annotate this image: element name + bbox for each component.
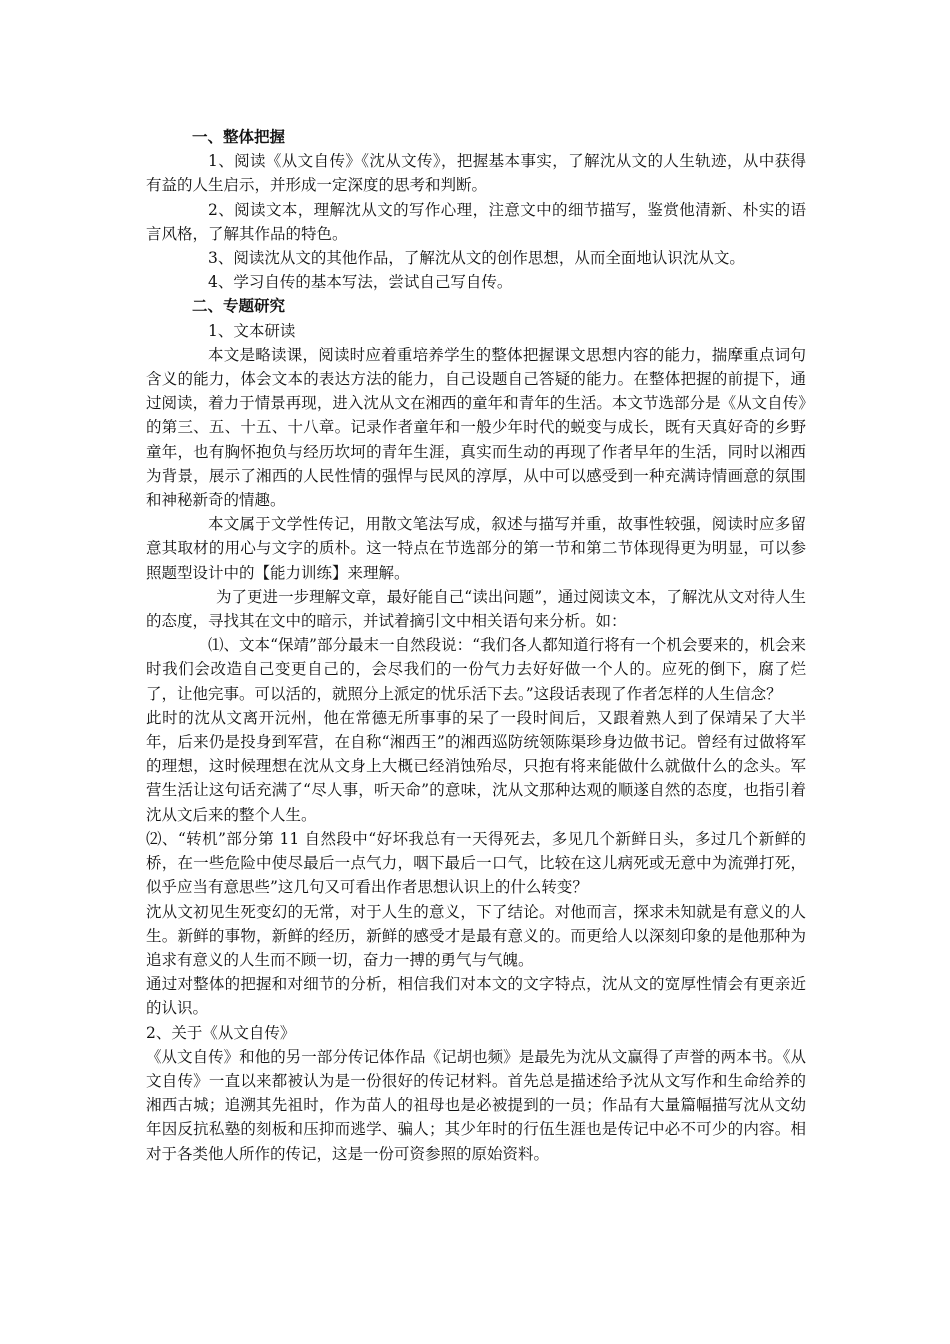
paragraph-goal-1: 1、阅读《从文自传》《沈从文传》，把握基本事实，了解沈从文的人生轨迹，从中获得有益的人生启示，并形成一定深度的思考和判断。 — [146, 152, 806, 195]
question-1: ⑴、文本“保靖”部分最末一自然段说：“我们各人都知道行将有一个机会要来的，机会来时我们会改造自己变更自己的，会尽我们的一份气力去好好做一个人的。应死的倒下，腐了烂了，让他完事。可以活的，就照分上派定的忧乐活下去。”这段话表现了作者怎样的人生信念？ — [146, 636, 806, 703]
answer-1: 此时的沈从文离开沅州，他在常德无所事事的呆了一段时间后，又跟着熟人到了保靖呆了大半年，后来仍是投身到军营，在自称“湘西王”的湘西巡防统领陈渠珍身边做书记。曾经有过做将军的理想，这时候理想在沈从文身上大概已经消蚀殆尽，只抱有将来能做什么就做什么的念头。军营生活让这句话充满了“尽人事，听天命”的意味，沈从文那种达观的顺遂自然的态度，也指引着沈从文后来的整个人生。 — [146, 708, 806, 824]
paragraph-goal-3: 3、阅读沈从文的其他作品，了解沈从文的创作思想，从而全面地认识沈从文。 — [208, 249, 745, 268]
document-body — [146, 125, 806, 1166]
section-heading-overall: 一、整体把握 — [192, 127, 286, 146]
paragraph-goal-4: 4、学习自传的基本写法，尝试自己写自传。 — [208, 273, 513, 292]
answer-2: 沈从文初见生死变幻的无常，对于人生的意义，下了结论。对他而言，探求未知就是有意义的人生。新鲜的事物，新鲜的经历，新鲜的感受才是最有意义的。而更给人以深刻印象的是他那种为追求有意义的人生而不顾一切，奋力一搏的勇气与气魄。 — [146, 902, 806, 969]
paragraph-reading-overview: 本文是略读课，阅读时应着重培养学生的整体把握课文思想内容的能力，揣摩重点词句含义的能力，体会文本的表达方法的能力，自己设题自己答疑的能力。在整体把握的前提下，通过阅读，着力于情景再现，进入沈从文在湘西的童年和青年的生活。本文节选部分是《从文自传》的第三、五、十五、十八章。记录作者童年和一般少年时代的蜕变与成长，既有天真好奇的乡野童年，也有胸怀抱负与经历坎坷的青年生涯，真实而生动的再现了作者早年的生活，同时以湘西为背景，展示了湘西的人民性情的强悍与民风的淳厚，从中可以感受到一种充满诗情画意的氛围和神秘新奇的情趣。 — [146, 345, 806, 510]
paragraph-summary: 通过对整体的把握和对细节的分析，相信我们对本文的文字特点，沈从文的宽厚性情会有更亲近的认识。 — [146, 975, 806, 1018]
paragraph-biography-style: 本文属于文学性传记，用散文笔法写成，叙述与描写并重，故事性较强，阅读时应多留意其取材的用心与文字的质朴。这一特点在节选部分的第一节和第二节体现得更为明显，可以参照题型设计中的【能力训练】来理解。 — [146, 515, 806, 582]
subheading-about-autobiography: 2、关于《从文自传》 — [146, 1023, 296, 1042]
paragraph-reading-questions: 为了更进一步理解文章，最好能自己“读出问题”，通过阅读文本，了解沈从文对待人生的态度，寻找其在文中的暗示，并试着摘引文中相关语句来分析。如： — [146, 587, 806, 631]
paragraph-about-autobiography: 《从文自传》和他的另一部分传记体作品《记胡也频》是最先为沈从文赢得了声誉的两本书。《从文自传》一直以来都被认为是一份很好的传记材料。首先总是描述给予沈从文写作和生命给养的湘西古城；追溯其先祖时，作为苗人的祖母也是必被提到的一员；作品有大量篇幅描写沈从文幼年因反抗私塾的刻板和压抑而逃学、骗人；其少年时的行伍生涯也是传记中必不可少的内容。相对于各类他人所作的传记，这是一份可资参照的原始资料。 — [146, 1047, 806, 1163]
subheading-text-reading: 1、文本研读 — [208, 321, 296, 340]
section-heading-topic-study: 二、专题研究 — [192, 296, 286, 316]
question-2: ⑵、“转机”部分第 11 自然段中“好坏我总有一天得死去，多见几个新鲜日头，多过几个新鲜的桥，在一些危险中使尽最后一点气力，咽下最后一口气，比较在这儿病死或无意中为流弹打死，似乎应当有意思些”这几句又可看出作者思想认识上的什么转变？ — [146, 829, 806, 897]
paragraph-goal-2: 2、阅读文本，理解沈从文的写作心理，注意文中的细节描写，鉴赏他清新、朴实的语言风格，了解其作品的特色。 — [146, 200, 806, 243]
